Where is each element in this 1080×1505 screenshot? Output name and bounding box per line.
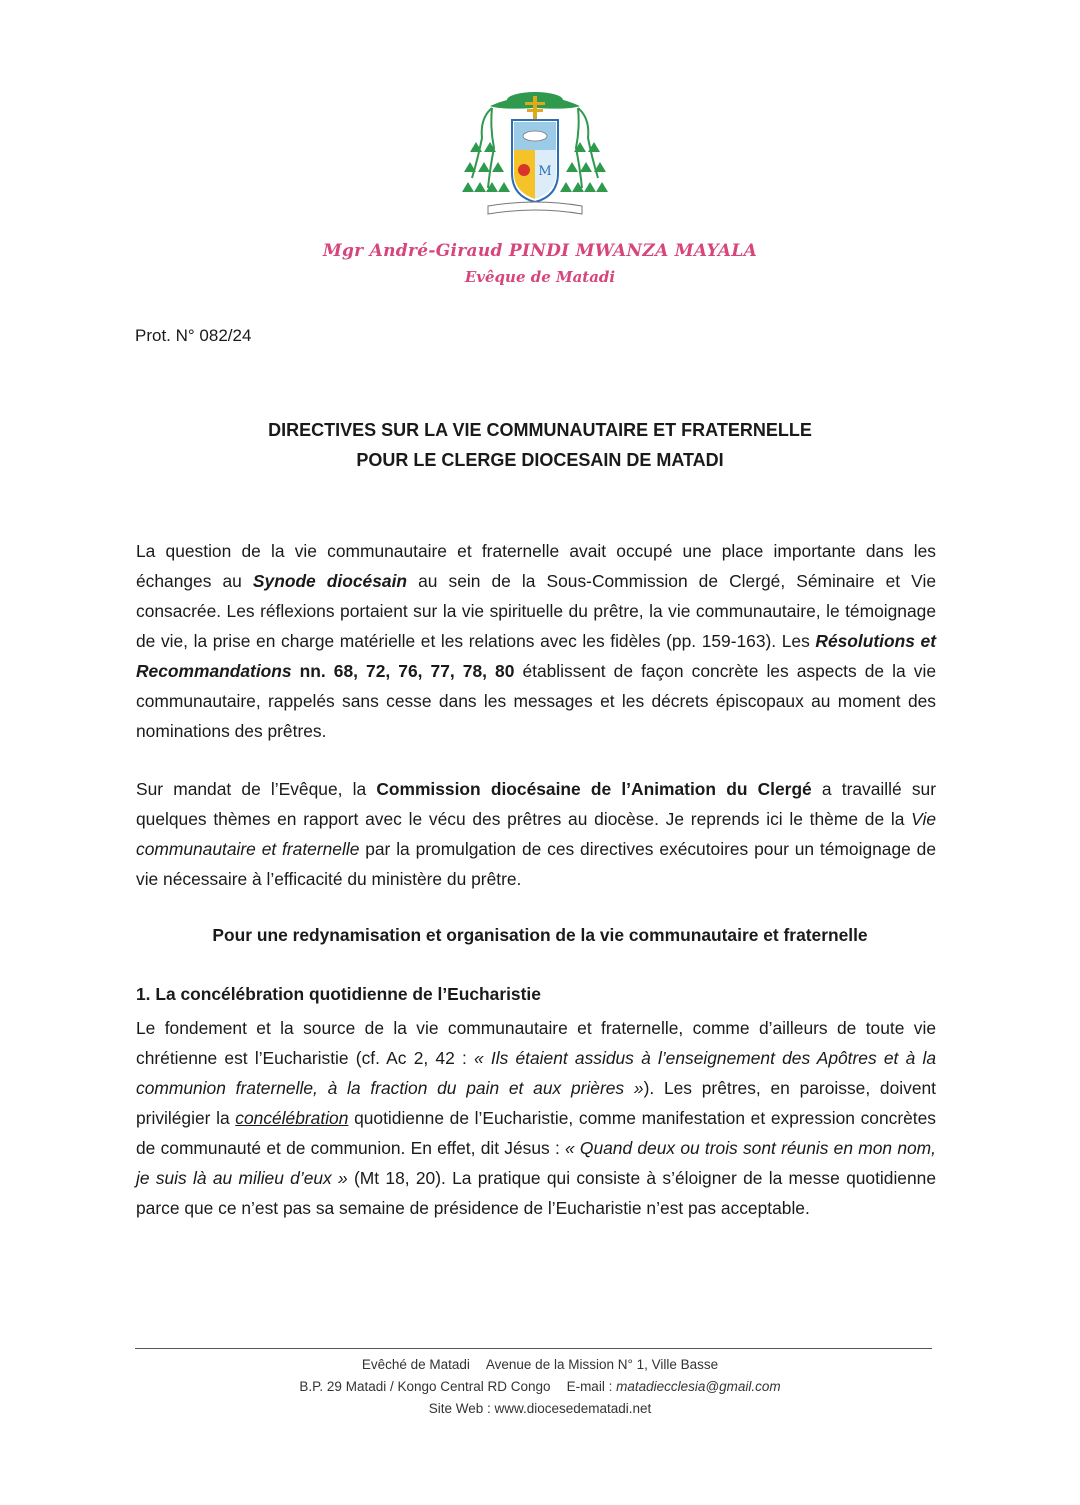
document-title-line-1: DIRECTIVES SUR LA VIE COMMUNAUTAIRE ET FRATERNELLE (268, 420, 812, 440)
footer-contact: B.P. 29 Matadi / Kongo Central RD Congo E-mail : matadiecclesia@gmail.com (299, 1379, 781, 1394)
section-heading: Pour une redynamisation et organisation de la vie communautaire et fraternelle (212, 925, 868, 945)
paragraph-synode: La question de la vie communautaire et fraternelle avait occupé une place importante dans les échanges au Synode diocésain au sein de la Sous-Commission de Clergé, Séminaire et Vie consacrée. Les réflexions portaient sur la vie spirituelle du prêtre, la vie communautaire, le témoignage de vie, la prise en charge matérielle et les relations avec les fidèles (pp. 159-163). Les Résolutions et Recommandations nn. 68, 72, 76, 77, 78, 80 établissent de façon concrète les aspects de la vie communautaire, rappelés sans cesse dans les messages et les décrets épiscopaux au moment des nominations des prêtres. (136, 541, 936, 741)
footer-address: Evêché de Matadi Avenue de la Mission N° 1, Ville Basse (361, 1357, 719, 1372)
svg-text:M: M (538, 164, 552, 179)
footer-website: Site Web : www.diocesedematadi.net (428, 1401, 652, 1416)
paragraph-eucharistie: Le fondement et la source de la vie communautaire et fraternelle, comme d’ailleurs de toute vie chrétienne est l’Eucharistie (cf. Ac 2, 42 : « Ils étaient assidus à l’enseignement des Apôtres et à la communion fraternelle, à la fraction du pain et aux prières »). Les prêtres, en paroisse, doivent privilégier la concélébration quotidienne de l’Eucharistie, comme manifestation et expression concrètes de communauté et de communion. En effet, dit Jésus : « Quand deux ou trois sont réunis en mon nom, je suis là au milieu d’eux » (Mt 18, 20). La pratique qui consiste à s’éloigner de la messe quotidienne parce que ce n’est pas sa semaine de présidence de l’Eucharistie n’est pas acceptable. (136, 1018, 937, 1218)
coat-of-arms (460, 78, 610, 228)
footer-email: matadiecclesia@gmail.com (616, 1379, 781, 1394)
sub-heading-concelebration: 1. La concélébration quotidienne de l’Eucharistie (136, 984, 541, 1004)
bishop-title: Evêque de Matadi (464, 268, 616, 286)
protocol-number: Prot. N° 082/24 (135, 326, 252, 345)
paragraph-mandat: Sur mandat de l’Evêque, la Commission diocésaine de l’Animation du Clergé a travaillé sur quelques thèmes en rapport avec le vécu des prêtres au diocèse. Je reprends ici le thème de la Vie communautaire et fraternelle par la promulgation de ces directives exécutoires pour un témoignage de vie nécessaire à l’efficacité du ministère du prêtre. (136, 779, 936, 889)
document-title-line-2: POUR LE CLERGE DIOCESAIN DE MATADI (356, 450, 724, 470)
footer-divider (135, 1348, 932, 1349)
bishop-name: Mgr André-Giraud PINDI MWANZA MAYALA (322, 241, 758, 261)
